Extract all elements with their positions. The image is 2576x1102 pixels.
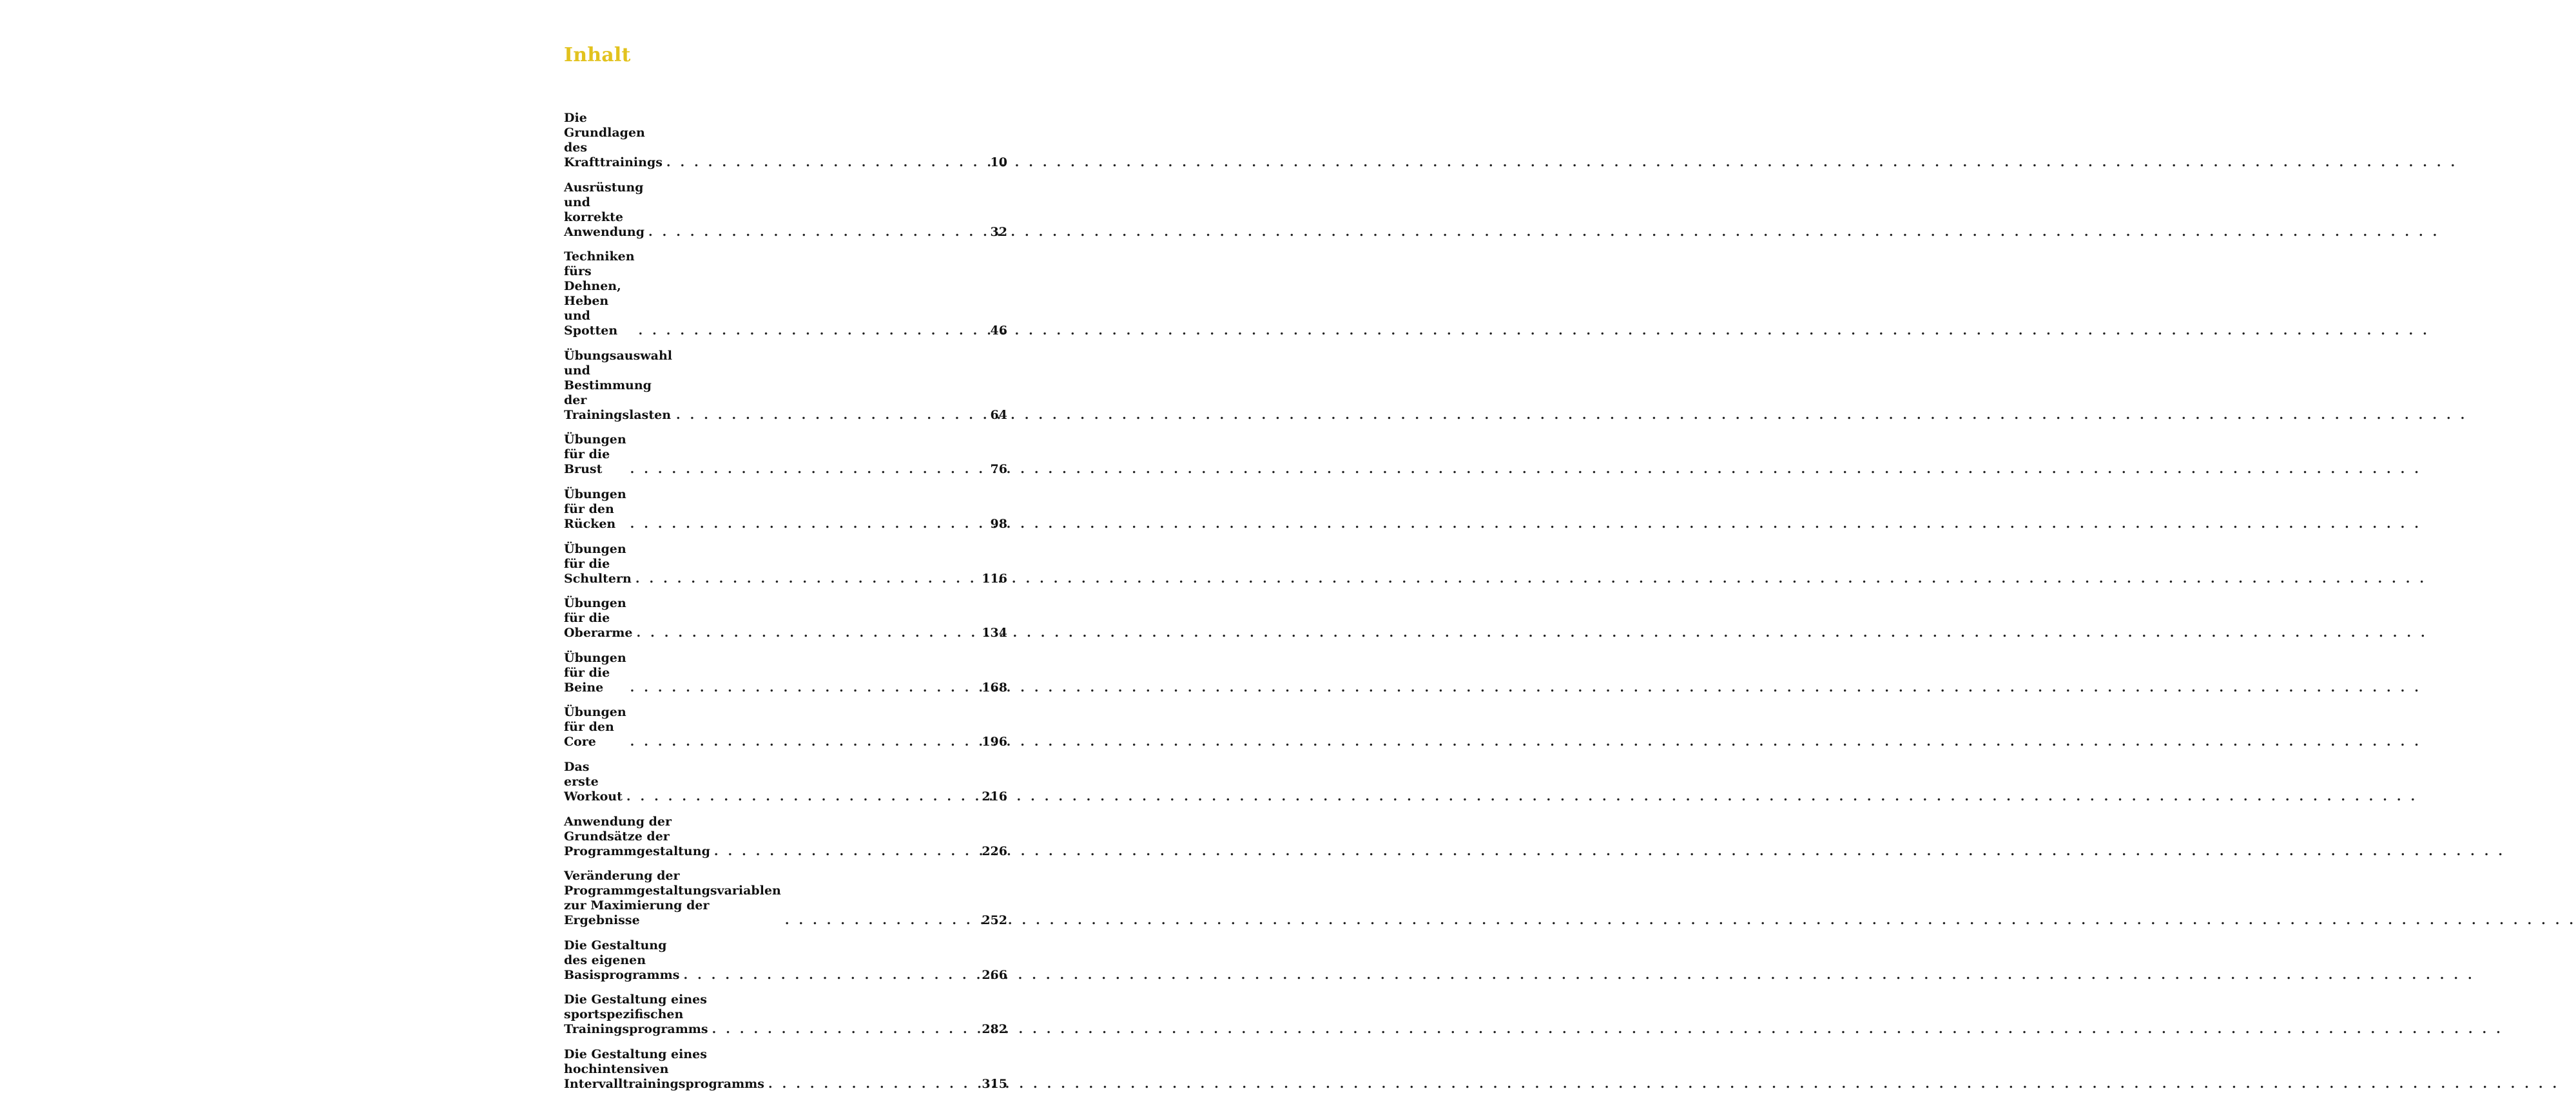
toc-entry-label: Das erste Workout: [564, 759, 623, 804]
page-title: Inhalt: [564, 44, 631, 66]
toc-entry-label: Übungen für den Rücken: [564, 487, 626, 531]
toc-page-number: 116: [982, 571, 1007, 586]
toc-page-number: 98: [990, 516, 1007, 531]
toc-page-number: 46: [990, 324, 1007, 338]
toc-entry[interactable]: [564, 869, 1007, 928]
toc-entry[interactable]: [564, 596, 1007, 641]
toc-entry[interactable]: [564, 542, 1007, 586]
toc-entry[interactable]: [564, 938, 1007, 983]
dot-leader: [785, 913, 979, 928]
table-of-contents: [564, 111, 1007, 1102]
toc-page-number: 226: [982, 844, 1007, 858]
toc-page-number: 64: [990, 407, 1007, 422]
dot-leader: [712, 1022, 979, 1037]
toc-page-number: 282: [982, 1022, 1007, 1037]
toc-entry[interactable]: [564, 432, 1007, 477]
toc-entry-label: Übungen für den Core: [564, 705, 626, 749]
toc-page-number: 315: [982, 1076, 1007, 1091]
toc-entry-label: Die Gestaltung eines hochintensiven Intervalltrainingsprogramms: [564, 1047, 764, 1091]
dot-leader: [630, 681, 979, 695]
toc-page-number: 134: [982, 626, 1007, 641]
dot-leader: [639, 324, 979, 338]
toc-page-number: 32: [990, 224, 1007, 239]
dot-leader: [714, 844, 979, 859]
toc-page-number: 168: [982, 680, 1007, 695]
toc-entry-label: Die Grundlagen des Krafttrainings: [564, 111, 663, 169]
toc-entry-label: Anwendung der Grundsätze der Programmgestaltung: [564, 814, 710, 858]
dot-leader: [683, 968, 979, 983]
dot-leader: [630, 462, 979, 477]
dot-leader: [630, 735, 979, 749]
toc-entry[interactable]: [564, 111, 1007, 170]
toc-entry[interactable]: [564, 815, 1007, 859]
toc-entry[interactable]: [564, 651, 1007, 695]
toc-entry-label: Techniken fürs Dehnen, Heben und Spotten: [564, 249, 635, 338]
dot-leader: [648, 225, 979, 240]
dot-leader: [636, 626, 979, 641]
dot-leader: [626, 789, 979, 804]
dot-leader: [768, 1077, 979, 1092]
blank-left-page: [0, 0, 516, 672]
toc-entry-label: Die Gestaltung des eigenen Basisprogramms: [564, 938, 680, 982]
toc-entry[interactable]: [564, 180, 1007, 240]
dot-leader: [666, 155, 979, 170]
toc-entry-label: Übungen für die Brust: [564, 432, 626, 477]
toc-entry[interactable]: [564, 249, 1007, 338]
toc-entry[interactable]: [564, 487, 1007, 532]
toc-page-number: 76: [990, 462, 1007, 477]
toc-entry-label: Übungsauswahl und Bestimmung der Trainingslasten: [564, 348, 672, 422]
toc-page-number: 252: [982, 913, 1007, 928]
toc-entry-label: Übungen für die Schultern: [564, 541, 632, 586]
dot-leader: [676, 408, 979, 423]
toc-entry[interactable]: [564, 760, 1007, 804]
toc-entry[interactable]: [564, 349, 1007, 423]
toc-entry[interactable]: [564, 992, 1007, 1037]
toc-page-number: 266: [982, 967, 1007, 982]
toc-entry-label: Die Gestaltung eines sportspezifischen Trainingsprogramms: [564, 992, 708, 1037]
toc-entry-label: Ausrüstung und korrekte Anwendung: [564, 180, 645, 239]
toc-entry-label: Veränderung der Programmgestaltungsvariablen zur Maximierung der Ergebnisse: [564, 869, 781, 928]
toc-page-number: 216: [982, 789, 1007, 804]
toc-entry-label: Übungen für die Beine: [564, 650, 626, 695]
toc-entry[interactable]: [564, 1047, 1007, 1092]
toc-page-number: 10: [990, 155, 1007, 169]
toc-entry[interactable]: [564, 705, 1007, 749]
toc-entry-label: Übungen für die Oberarme: [564, 596, 633, 641]
dot-leader: [630, 517, 979, 532]
dot-leader: [635, 572, 979, 586]
toc-page-number: 196: [982, 735, 1007, 749]
